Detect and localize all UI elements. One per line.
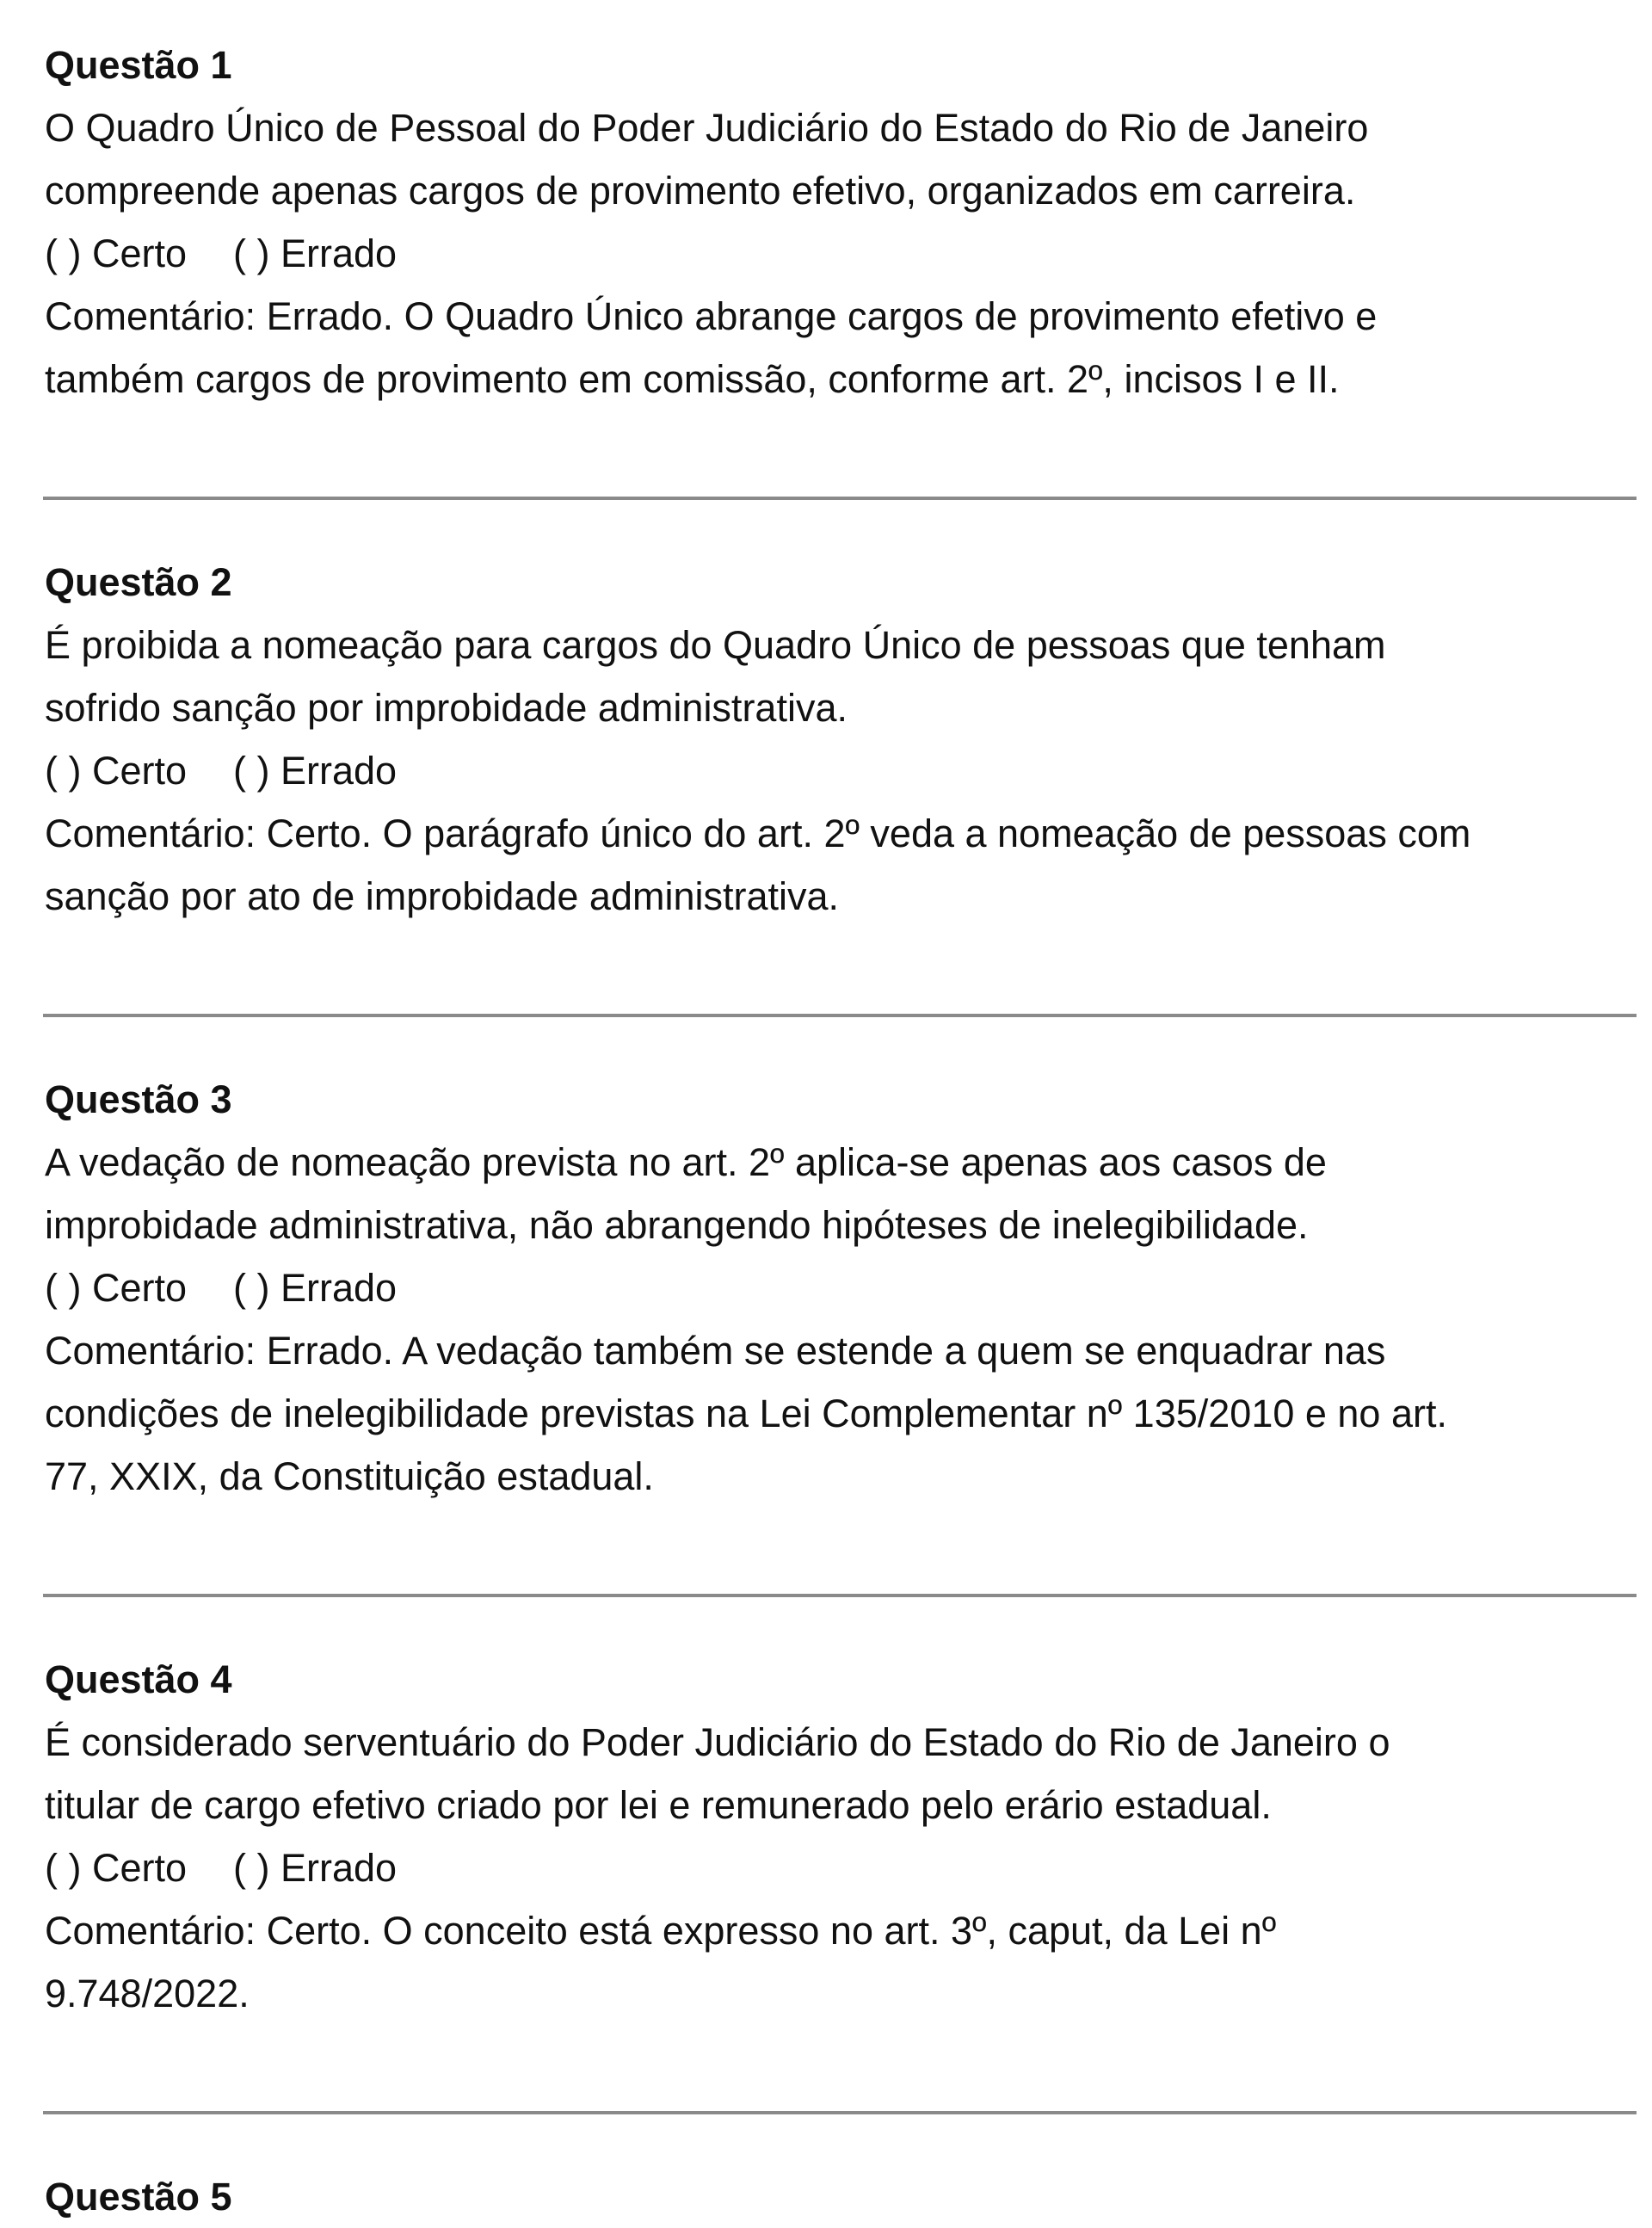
option-errado[interactable]: ( ) Errado [233,1846,398,1890]
question-3 [45,1069,1637,1508]
option-certo[interactable]: ( ) Certo [45,749,188,793]
option-errado[interactable]: ( ) Errado [233,749,398,793]
question-title: Questão 4 [45,1657,232,1701]
question-statement-line: O Quadro Único de Pessoal do Poder Judiciário do Estado do Rio de Janeiro [45,106,1369,150]
question-title: Questão 2 [45,560,232,604]
comment-line: também cargos de provimento em comissão, conforme art. 2º, incisos I e II. [45,357,1340,401]
document-page [45,34,1637,2228]
comment-line: 9.748/2022. [45,1972,250,2015]
question-statement-line: É proibida a nomeação para cargos do Quadro Único de pessoas que tenham [45,623,1386,667]
question-statement-line: A vedação de nomeação prevista no art. 2º aplica-se apenas aos casos de [45,1140,1327,1184]
question-statement-line: improbidade administrativa, não abrangendo hipóteses de inelegibilidade. [45,1203,1309,1247]
comment-line: Comentário: Certo. O parágrafo único do art. 2º veda a nomeação de pessoas com [45,812,1471,855]
comment-line: sanção por ato de improbidade administrativa. [45,874,840,918]
question-statement-line: sofrido sanção por improbidade administrativa. [45,686,848,730]
option-errado[interactable]: ( ) Errado [233,231,398,275]
answer-options [45,222,1637,285]
comment-line: Comentário: Errado. O Quadro Único abrange cargos de provimento efetivo e [45,294,1378,338]
question-statement-line: É considerado serventuário do Poder Judiciário do Estado do Rio de Janeiro o [45,1720,1390,1764]
question-statement-line: titular de cargo efetivo criado por lei e remunerado pelo erário estadual. [45,1783,1272,1827]
option-certo[interactable]: ( ) Certo [45,1846,188,1890]
question-title: Questão 5 [45,2175,232,2219]
question-4 [45,1649,1637,2025]
option-certo[interactable]: ( ) Certo [45,1266,188,1310]
question-1 [45,34,1637,410]
comment-line: condições de inelegibilidade previstas na Lei Complementar nº 135/2010 e no art. [45,1392,1447,1435]
question-statement-line: compreende apenas cargos de provimento efetivo, organizados em carreira. [45,169,1356,213]
comment-line: Comentário: Errado. A vedação também se estende a quem se enquadrar nas [45,1329,1386,1373]
answer-options [45,739,1637,802]
question-5 [45,2166,1637,2228]
comment-line: 77, XXIX, da Constituição estadual. [45,1454,654,1498]
question-title: Questão 3 [45,1077,232,1121]
option-certo[interactable]: ( ) Certo [45,231,188,275]
answer-options [45,1256,1637,1319]
comment-line: Comentário: Certo. O conceito está expresso no art. 3º, caput, da Lei nº [45,1909,1277,1953]
answer-options [45,1836,1637,1899]
question-2 [45,552,1637,928]
option-errado[interactable]: ( ) Errado [233,1266,398,1310]
question-title: Questão 1 [45,43,232,87]
